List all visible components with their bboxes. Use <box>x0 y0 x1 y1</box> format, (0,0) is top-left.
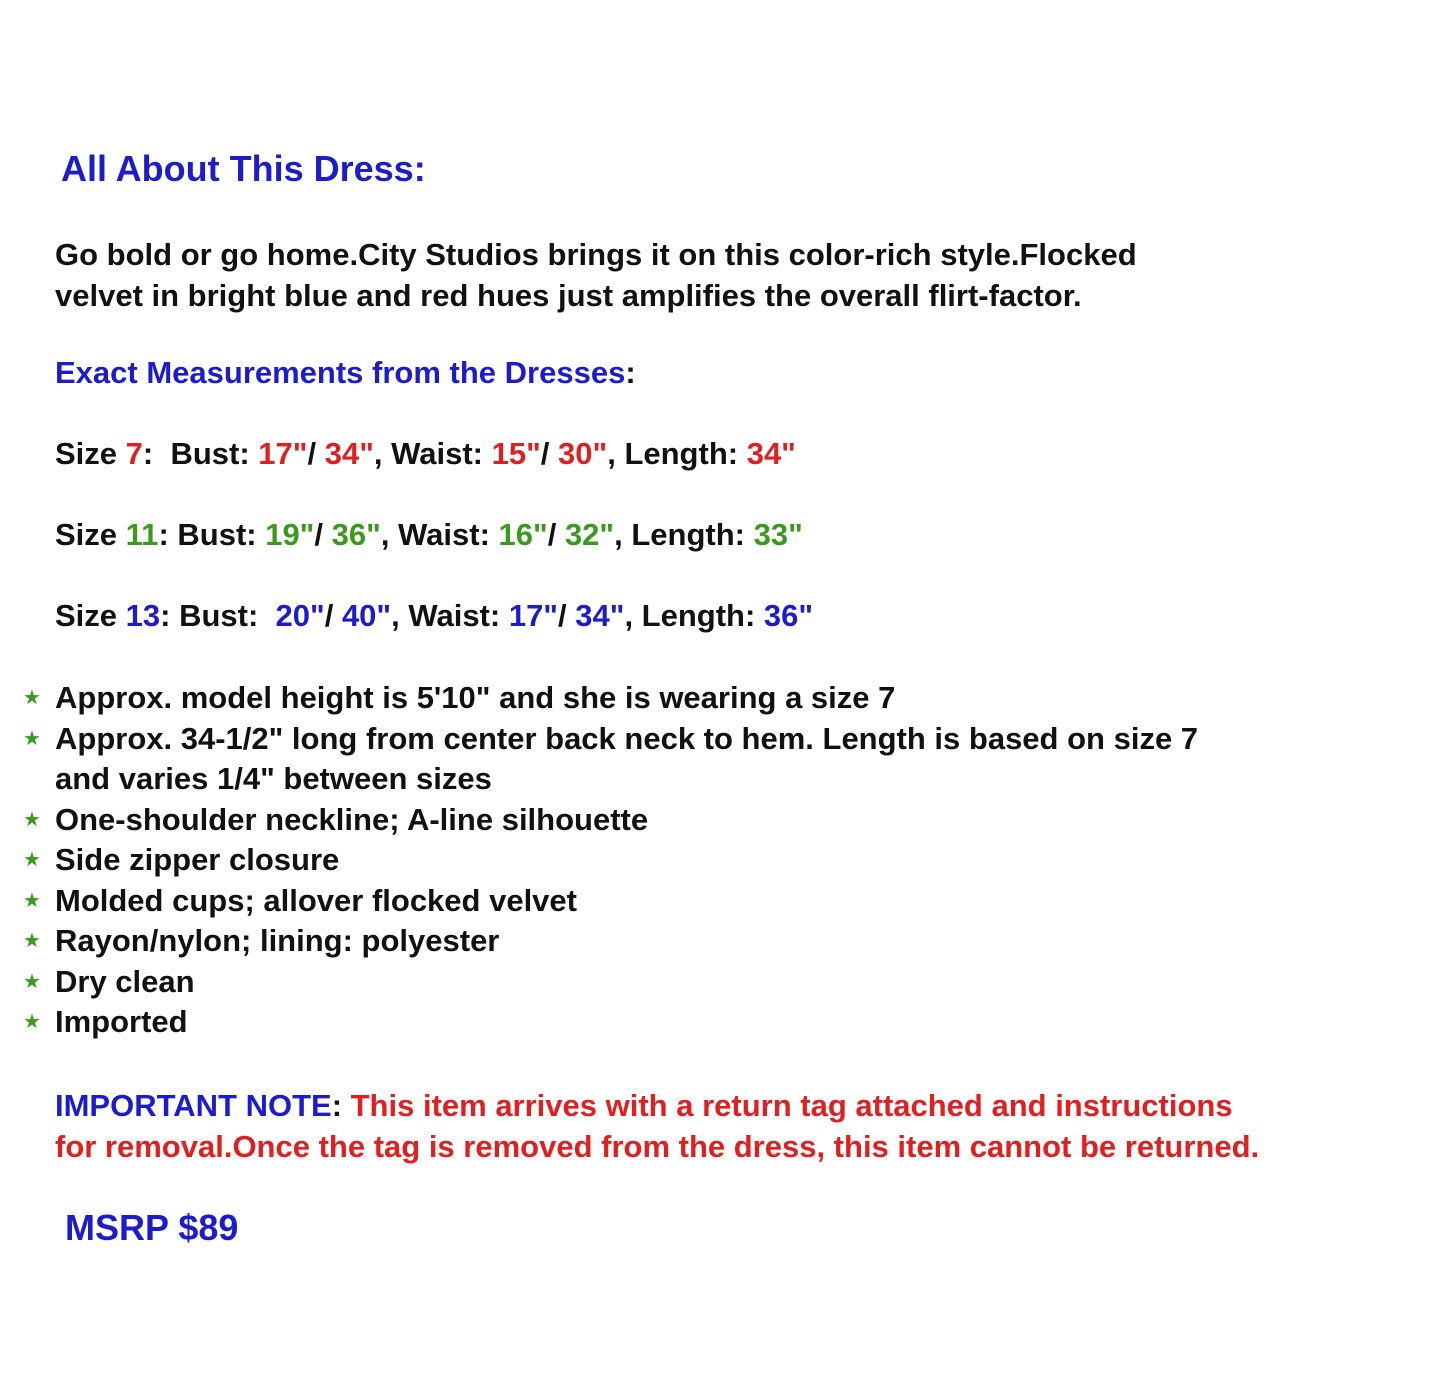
list-item <box>20 962 1198 1003</box>
page-title: All About This Dress: <box>61 148 426 189</box>
star-bullet-icon: ★ <box>23 727 41 750</box>
list-item <box>20 881 1198 922</box>
waist-label: , Waist: <box>391 598 509 633</box>
size-label: Size <box>55 436 126 471</box>
measurements-heading-colon: : <box>625 355 636 390</box>
size-value: 13 <box>125 598 161 633</box>
measurements-heading <box>55 355 636 391</box>
star-bullet-icon: ★ <box>23 687 41 709</box>
size-value: 7 <box>125 436 143 471</box>
bust-full: 34" <box>324 436 374 471</box>
note-colon: : <box>331 1088 351 1123</box>
length-measure: 33" <box>753 517 803 552</box>
bust-label: Bust: <box>179 598 276 633</box>
length-label: , Length: <box>607 436 747 471</box>
list-item-text: Rayon/nylon; lining: polyester <box>55 923 500 958</box>
bust-label: Bust: <box>170 436 259 471</box>
list-item-text: Side zipper closure <box>55 842 340 877</box>
bust-label: Bust: <box>177 517 266 552</box>
waist-measure: 15" <box>491 436 541 471</box>
length-measure: 36" <box>763 598 814 633</box>
feature-list <box>20 678 1198 1043</box>
bust-full: 40" <box>341 598 392 633</box>
star-bullet-icon: ★ <box>23 808 41 831</box>
note-label: IMPORTANT NOTE <box>55 1088 332 1123</box>
size-colon: : <box>158 517 178 552</box>
size-label: Size <box>55 517 126 552</box>
bust-measure: 17" <box>258 436 308 471</box>
bust-measure: 20" <box>275 598 325 633</box>
slash: / <box>540 436 559 471</box>
size-row-13 <box>55 598 813 634</box>
list-item-text: Dry clean <box>55 963 195 999</box>
measurements-heading-text: Exact Measurements from the Dresses <box>55 355 626 390</box>
size-row-11 <box>55 517 803 553</box>
note-text: This item arrives with a return tag attached and instructions <box>350 1088 1233 1123</box>
slash: / <box>558 598 576 633</box>
list-item-text: One-shoulder neckline; A-line silhouette <box>55 801 649 837</box>
waist-measure: 17" <box>508 598 559 633</box>
list-item-text: Molded cups; allover flocked velvet <box>55 882 577 918</box>
length-measure: 34" <box>746 436 796 471</box>
length-label: , Length: <box>614 517 754 552</box>
star-bullet-icon: ★ <box>23 889 41 912</box>
slash: / <box>547 517 565 552</box>
size-label: Size <box>55 598 126 633</box>
length-label: , Length: <box>624 598 764 633</box>
note-text: for removal.Once the tag is removed from the dress, this item cannot be returned. <box>55 1129 1260 1164</box>
bust-measure: 19" <box>265 517 315 552</box>
star-bullet-icon: ★ <box>23 970 41 993</box>
star-bullet-icon: ★ <box>23 1011 41 1033</box>
size-colon: : <box>142 436 171 471</box>
list-item-text: Approx. 34-1/2" long from center back neck to hem. Length is based on size 7 <box>55 720 1199 756</box>
size-value: 11 <box>125 517 159 552</box>
msrp-price: MSRP $89 <box>65 1207 239 1248</box>
waist-full: 34" <box>575 598 625 633</box>
waist-label: , Waist: <box>373 436 492 471</box>
bust-full: 36" <box>331 517 381 552</box>
list-item-text: Imported <box>55 1004 188 1039</box>
list-item <box>20 840 1198 881</box>
slash: / <box>324 598 342 633</box>
size-colon: : <box>160 598 180 633</box>
waist-measure: 16" <box>498 517 548 552</box>
description <box>55 234 1137 316</box>
star-bullet-icon: ★ <box>23 930 41 952</box>
slash: / <box>307 436 325 471</box>
list-item <box>20 1002 1198 1043</box>
list-item-text: Approx. model height is 5'10" and she is wearing a size 7 <box>55 680 896 715</box>
important-note <box>55 1085 1259 1167</box>
list-item <box>20 800 1198 841</box>
list-item <box>20 921 1198 962</box>
description-line: Go bold or go home.City Studios brings it on this color-rich style.Flocked <box>55 237 1137 272</box>
waist-full: 32" <box>564 517 615 552</box>
description-line: velvet in bright blue and red hues just amplifies the overall flirt-factor. <box>55 278 1082 313</box>
star-bullet-icon: ★ <box>23 849 41 871</box>
waist-label: , Waist: <box>380 517 499 552</box>
list-item <box>20 678 1198 719</box>
list-item-text: and varies 1/4" between sizes <box>55 761 492 796</box>
waist-full: 30" <box>558 436 608 471</box>
size-row-7 <box>55 436 796 472</box>
list-item <box>20 719 1198 800</box>
slash: / <box>314 517 332 552</box>
